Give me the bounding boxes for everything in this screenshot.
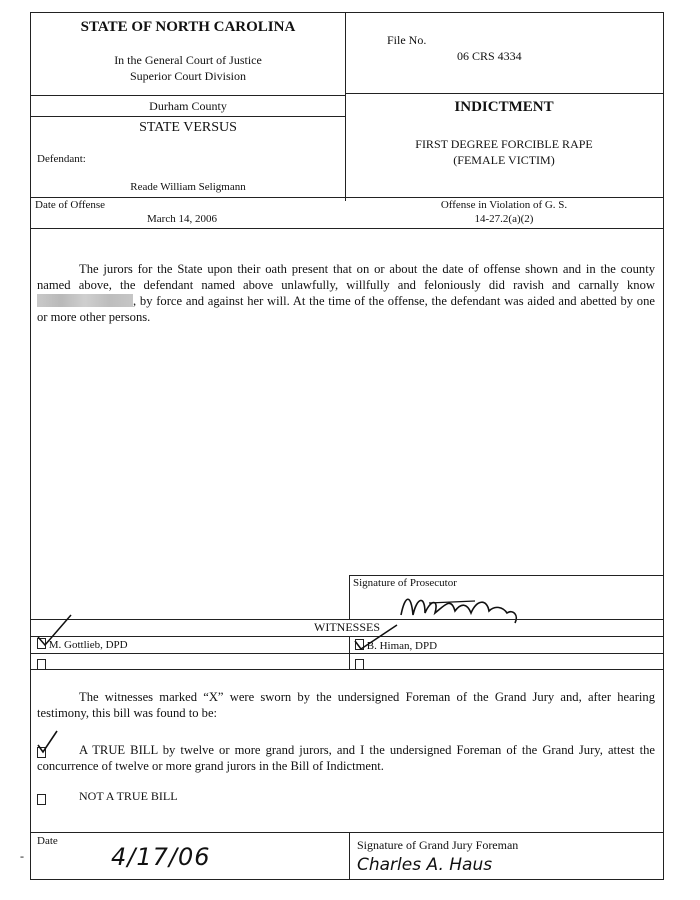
county-top-line — [31, 95, 345, 96]
state-name: STATE OF NORTH CAROLINA — [80, 19, 296, 35]
county-bottom-line — [31, 116, 345, 117]
state-versus: STATE VERSUS — [139, 120, 237, 135]
date-label: Date — [37, 835, 58, 847]
foreman-statement: The witnesses marked “X” were sworn by the undersigned Foreman of the Grand Jury and, after hearing testimony, this bill was found to be: — [37, 690, 655, 720]
witness-3-checkbox[interactable] — [37, 659, 46, 670]
foreman-signature-label: Signature of Grand Jury Foreman — [357, 838, 519, 852]
not-true-bill-checkbox[interactable] — [37, 794, 46, 805]
body-part-2: , by force and against her will. At the time of the offense, the defendant was aided and abetted by one or more other persons. — [37, 294, 655, 324]
file-no: 06 CRS 4334 — [457, 49, 522, 63]
witness-row-2-bottom — [31, 669, 663, 670]
indictment-form — [30, 12, 664, 880]
foreman-signature: Charles A. Haus — [357, 855, 493, 875]
witness-row-2-top — [31, 653, 663, 654]
redacted-victim-name — [37, 294, 133, 307]
witness-1: M. Gottlieb, DPD — [48, 639, 128, 651]
title-top-line — [345, 93, 663, 94]
witness-row-1-top — [31, 636, 663, 637]
prosecutor-box-left — [349, 575, 350, 619]
witness-row-2-left — [37, 656, 46, 674]
county: Durham County — [149, 99, 227, 113]
margin-mark: - — [20, 849, 24, 863]
date-of-offense-label: Date of Offense — [35, 199, 106, 211]
offense-top-line — [31, 197, 663, 198]
indictment-body — [37, 261, 655, 325]
doc-title: INDICTMENT — [454, 99, 554, 115]
bottom-box-top — [31, 832, 663, 833]
witness-4-checkbox[interactable] — [355, 659, 364, 670]
true-bill: A TRUE BILL by twelve or more grand jurors, and I the undersigned Foreman of the Grand Jury, attest the concurrence of twelve or more grand jurors in the Bill of Indictment. — [37, 743, 655, 773]
witnesses-title: WITNESSES — [314, 620, 380, 634]
bottom-box-divider — [349, 832, 350, 879]
body-part-1: The jurors for the State upon their oath present that on or about the date of offense shown and in the county named above, the defendant named above unlawfully, willfully and feloniously did ravish and carnally know — [37, 262, 655, 292]
prosecutor-box-top — [349, 575, 663, 576]
court-line-2: Superior Court Division — [130, 69, 246, 83]
witness-2-checkmark — [353, 621, 399, 651]
charge-line-1: FIRST DEGREE FORCIBLE RAPE — [415, 137, 593, 151]
defendant-name: Reade William Seligmann — [130, 181, 246, 193]
charge-line-2: (FEMALE VICTIM) — [453, 153, 555, 167]
witness-row-2-right — [355, 656, 364, 674]
not-true-bill-checkbox-wrap — [37, 791, 46, 809]
defendant-label: Defendant: — [37, 153, 86, 165]
offense-bottom-line — [31, 228, 663, 229]
court-line-1: In the General Court of Justice — [114, 53, 262, 67]
witness-2: B. Himan, DPD — [366, 640, 438, 652]
prosecutor-signature-label: Signature of Prosecutor — [353, 577, 457, 589]
statute: 14-27.2(a)(2) — [474, 213, 534, 225]
date-handwritten: 4/17/06 — [111, 843, 211, 871]
not-true-bill: NOT A TRUE BILL — [79, 789, 178, 803]
date-of-offense: March 14, 2006 — [147, 213, 217, 225]
file-no-label: File No. — [387, 33, 427, 47]
witness-divider — [349, 636, 350, 669]
witness-1-checkmark — [35, 613, 75, 647]
statute-label: Offense in Violation of G. S. — [440, 199, 568, 211]
